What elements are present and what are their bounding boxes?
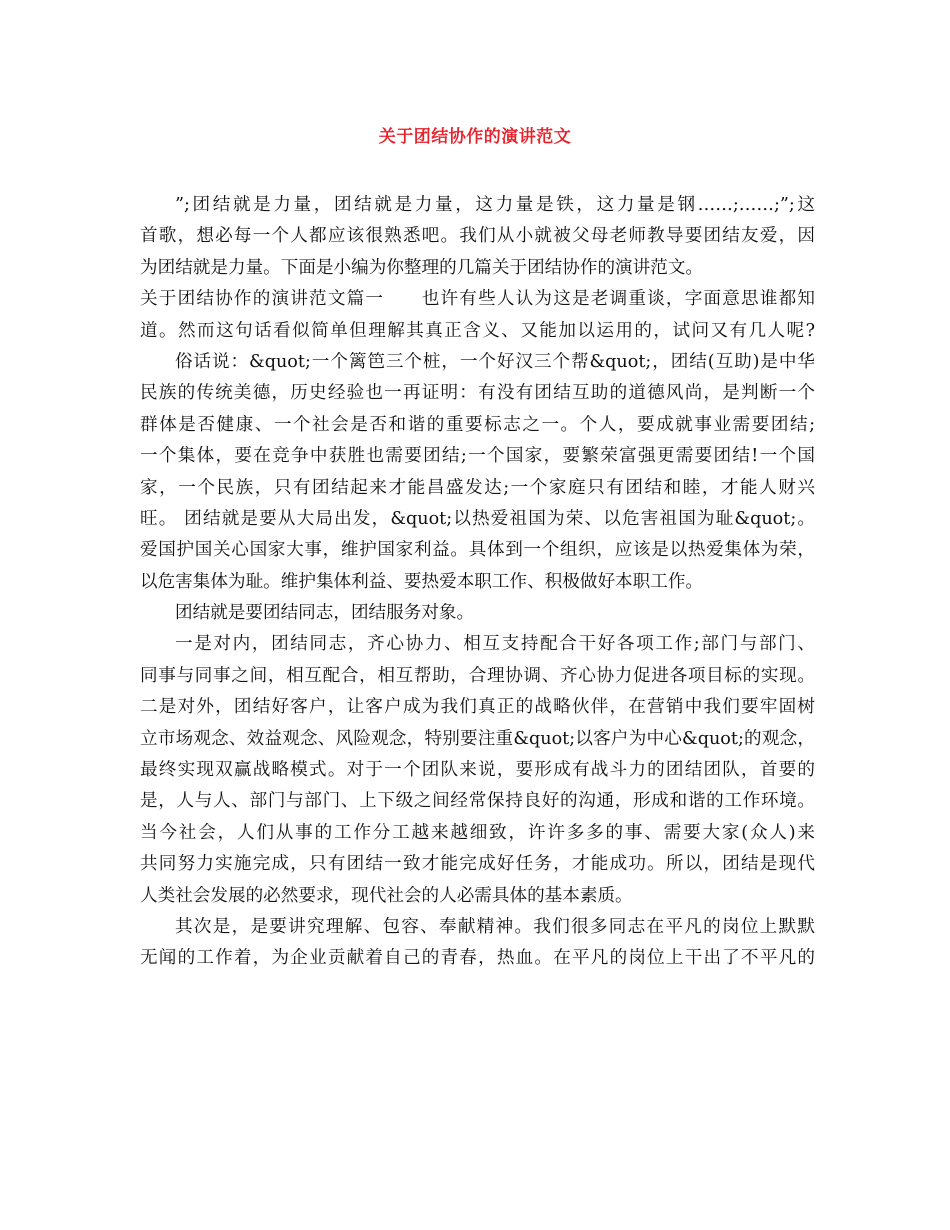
body-line: 以危害集体为耻。维护集体利益、要热爱本职工作、积极做好本职工作。 bbox=[140, 571, 704, 592]
body-line: 旺。 团结就是要从大局出发，&quot;以热爱祖国为荣、以危害祖国为耻&quot;。 bbox=[140, 508, 815, 529]
document-title: 关于团结协作的演讲范文 bbox=[378, 127, 572, 147]
body-line: 首歌，想必每一个人都应该很熟悉吧。我们从小就被父母老师教导要团结友爱，因 bbox=[140, 226, 815, 247]
body-line: ”;团结就是力量，团结就是力量，这力量是铁，这力量是钢……;……;”;这 bbox=[175, 195, 815, 215]
body-line: 其次是，是要讲究理解、包容、奉献精神。我们很多同志在平凡的岗位上默默 bbox=[175, 916, 815, 937]
body-line: 俗话说：&quot;一个篱笆三个桩，一个好汉三个帮&quot;，团结(互助)是中华 bbox=[175, 351, 815, 372]
body-line: 民族的传统美德，历史经验也一再证明：有没有团结互助的道德风尚，是判断一个 bbox=[140, 383, 815, 404]
body-line: 爱国护国关心国家大事，维护国家利益。具体到一个组织，应该是以热爱集体为荣， bbox=[140, 540, 815, 561]
body-line: 同事与同事之间，相互配合，相互帮助，合理协调、齐心协力促进各项目标的实现。 bbox=[140, 665, 815, 686]
body-line: 关于团结协作的演讲范文篇一 也许有些人认为这是老调重谈，字面意思谁都知 bbox=[140, 289, 815, 310]
body-line: 最终实现双赢战略模式。对于一个团队来说，要形成有战斗力的团结团队，首要的 bbox=[140, 760, 815, 781]
document-body bbox=[140, 190, 815, 975]
body-line: 二是对外，团结好客户，让客户成为我们真正的战略伙伴，在营销中我们要牢固树 bbox=[140, 697, 815, 718]
body-line: 一是对内，团结同志，齐心协力、相互支持配合干好各项工作;部门与部门、 bbox=[175, 634, 815, 655]
body-line: 道。然而这句话看似简单但理解其真正含义、又能加以运用的，试问又有几人呢? bbox=[140, 320, 815, 341]
body-line: 共同努力实施完成，只有团结一致才能完成好任务，才能成功。所以，团结是现代 bbox=[140, 854, 815, 875]
body-line: 群体是否健康、一个社会是否和谐的重要标志之一。个人，要成就事业需要团结; bbox=[140, 414, 815, 435]
body-line: 立市场观念、效益观念、风险观念，特别要注重&quot;以客户为中心&quot;的观念， bbox=[140, 728, 815, 749]
body-line: 是，人与人、部门与部门、上下级之间经常保持良好的沟通，形成和谐的工作环境。 bbox=[140, 791, 815, 812]
body-line: 无闻的工作着，为企业贡献着自己的青春，热血。在平凡的岗位上干出了不平凡的 bbox=[140, 948, 815, 969]
body-line: 人类社会发展的必然要求，现代社会的人必需具体的基本素质。 bbox=[140, 885, 633, 906]
body-line: 一个集体，要在竞争中获胜也需要团结;一个国家，要繁荣富强更需要团结!一个国 bbox=[140, 446, 815, 467]
body-line: 当今社会，人们从事的工作分工越来越细致，许许多多的事、需要大家(众人)来 bbox=[140, 822, 815, 843]
body-line: 家，一个民族，只有团结起来才能昌盛发达;一个家庭只有团结和睦，才能人财兴 bbox=[140, 477, 815, 498]
body-line: 团结就是要团结同志，团结服务对象。 bbox=[175, 603, 475, 624]
body-line: 为团结就是力量。下面是小编为你整理的几篇关于团结协作的演讲范文。 bbox=[140, 257, 704, 278]
